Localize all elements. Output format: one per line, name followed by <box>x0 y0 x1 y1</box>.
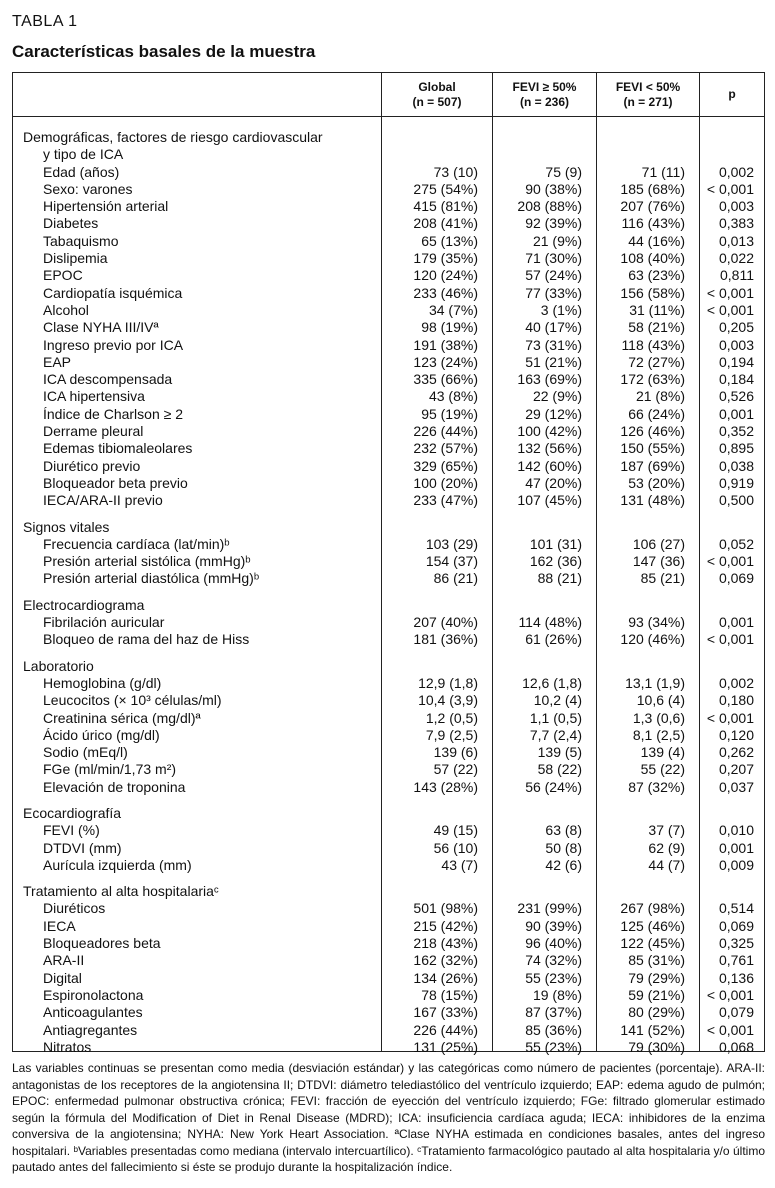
table-cell: < 0,001 <box>706 553 754 570</box>
row-label: Elevación de troponina <box>43 778 186 795</box>
table-cell: 65 (13%) <box>421 232 478 249</box>
table-cell: < 0,001 <box>706 301 754 318</box>
table-cell: 0,022 <box>718 250 754 267</box>
row-label: Fibrilación auricular <box>43 614 165 631</box>
table-cell: 162 (32%) <box>413 952 478 969</box>
table-cell: 0,009 <box>718 856 754 873</box>
table-cell: 122 (45%) <box>620 935 685 952</box>
table-cell: 208 (41%) <box>413 215 478 232</box>
row-label: Antiagregantes <box>43 1021 138 1038</box>
table-cell: 0,068 <box>718 1038 754 1055</box>
header-fevi-ge-label: FEVI ≥ 50% <box>512 79 577 94</box>
table-cell: 0,003 <box>718 336 754 353</box>
table-cell: 77 (33%) <box>525 284 582 301</box>
table-cell: 107 (45%) <box>517 492 582 509</box>
table-cell: 73 (10) <box>433 163 478 180</box>
table-cell: 98 (19%) <box>421 319 478 336</box>
row-label: Presión arterial sistólica (mmHg)ᵇ <box>43 553 251 570</box>
table-cell: 10,6 (4) <box>636 692 685 709</box>
table-cell: 74 (32%) <box>525 952 582 969</box>
header-global-label: Global <box>418 79 456 94</box>
section-gap <box>13 874 381 883</box>
column-variable <box>13 117 381 1055</box>
section-title: Signos vitales <box>23 518 110 535</box>
section-gap <box>13 588 381 597</box>
table-cell: 21 (8%) <box>635 388 685 405</box>
row-label: Diuréticos <box>43 900 106 917</box>
section-gap <box>700 874 764 883</box>
table-cell: 125 (46%) <box>620 917 685 934</box>
table-cell: 63 (8) <box>545 822 582 839</box>
table-cell: 0,184 <box>718 371 754 388</box>
table-cell: 19 (8%) <box>532 986 582 1003</box>
table-cell: 120 (24%) <box>413 267 478 284</box>
table-cell: 181 (36%) <box>413 631 478 648</box>
row-label: ICA descompensada <box>43 371 173 388</box>
table-cell: 154 (37) <box>425 553 478 570</box>
table-cell: 57 (24%) <box>525 267 582 284</box>
table-cell: 139 (5) <box>537 744 582 761</box>
table-cell: 1,1 (0,5) <box>529 709 582 726</box>
table-cell: 34 (7%) <box>428 301 478 318</box>
table-cell: 10,2 (4) <box>533 692 582 709</box>
section-title: Demográficas, factores de riesgo cardiovascular <box>23 129 323 145</box>
row-label: EAP <box>43 353 72 370</box>
table-cell: 58 (22) <box>537 761 582 778</box>
table-cell: 87 (32%) <box>628 778 685 795</box>
table-cell: 31 (11%) <box>629 301 685 318</box>
table-cell: 13,1 (1,9) <box>625 674 685 691</box>
table-cell: 0,052 <box>718 535 754 552</box>
table-cell: 55 (23%) <box>525 1038 582 1055</box>
section-title: Electrocardiograma <box>23 596 145 613</box>
table-cell: 233 (47%) <box>413 492 478 509</box>
section-gap <box>597 796 699 805</box>
table-cell: 40 (17%) <box>525 319 582 336</box>
column-fevi-ge <box>492 117 596 1055</box>
section-title-spacer <box>382 597 492 614</box>
section-title: Laboratorio <box>23 657 94 674</box>
header-global <box>381 73 492 116</box>
row-label: Clase NYHA III/IVª <box>43 319 159 336</box>
table-cell: 55 (23%) <box>525 969 582 986</box>
row-label: FGe (ml/min/1,73 m²) <box>43 761 177 778</box>
table-cell: 226 (44%) <box>413 423 478 440</box>
table-cell: 231 (99%) <box>517 900 582 917</box>
table-cell: 0,205 <box>718 319 754 336</box>
row-label: EPOC <box>43 267 83 284</box>
table-cell: 106 (27) <box>632 535 685 552</box>
table-cell: 172 (63%) <box>620 371 685 388</box>
table-cell: 10,4 (3,9) <box>418 692 478 709</box>
table-cell: 101 (31) <box>529 535 582 552</box>
table-cell: 0,079 <box>718 1004 754 1021</box>
table-cell: < 0,001 <box>706 1021 754 1038</box>
table-label: TABLA 1 <box>12 13 78 30</box>
table-cell: 0,038 <box>718 457 754 474</box>
table-cell: 75 (9) <box>545 163 582 180</box>
header-fevi-lt-label: FEVI < 50% <box>615 79 681 94</box>
row-label: Dislipemia <box>43 250 108 267</box>
row-label: Ácido úrico (mg/dl) <box>43 726 160 743</box>
section-title-spacer <box>493 805 596 822</box>
section-title-spacer <box>700 519 764 536</box>
table-cell: 215 (42%) <box>413 917 478 934</box>
row-label: Frecuencia cardíaca (lat/min)ᵇ <box>43 535 230 552</box>
section-gap <box>493 874 596 883</box>
table-cell: 163 (69%) <box>517 371 582 388</box>
table-cell: 12,9 (1,8) <box>418 674 478 691</box>
row-label: Edad (años) <box>43 163 120 180</box>
row-label: Tabaquismo <box>43 232 119 249</box>
table-cell: 0,383 <box>718 215 754 232</box>
section-title-spacer <box>597 883 699 900</box>
table-cell: 118 (43%) <box>621 336 685 353</box>
section-title: y tipo de ICA <box>43 146 124 163</box>
table-cell: < 0,001 <box>706 709 754 726</box>
table-cell: 100 (20%) <box>413 474 478 491</box>
table-cell: 0,136 <box>718 969 754 986</box>
table-cell: < 0,001 <box>706 284 754 301</box>
row-label: Espironolactona <box>43 986 144 1003</box>
table-cell: 139 (4) <box>640 744 685 761</box>
row-label: Anticoagulantes <box>43 1004 143 1021</box>
table-cell: 61 (26%) <box>525 631 582 648</box>
baseline-table <box>12 72 765 1055</box>
table-cell: 108 (40%) <box>620 250 685 267</box>
section-title-spacer <box>597 658 699 675</box>
section-title: Ecocardiografía <box>23 804 122 821</box>
header-fevi-lt <box>596 73 699 116</box>
row-label: DTDVI (mm) <box>43 839 122 856</box>
table-cell: 90 (38%) <box>525 180 582 197</box>
table-cell: 0,120 <box>718 726 754 743</box>
table-cell: 0,194 <box>718 353 754 370</box>
table-cell: 132 (56%) <box>517 440 582 457</box>
section-title-spacer <box>700 805 764 822</box>
table-cell: 207 (76%) <box>620 198 685 215</box>
table-cell: 100 (42%) <box>517 423 582 440</box>
table-cell: 57 (22) <box>433 761 478 778</box>
table-cell: 7,9 (2,5) <box>425 726 478 743</box>
table-cell: 0,262 <box>718 744 754 761</box>
section-title-spacer <box>597 519 699 536</box>
section-title-spacer <box>382 658 492 675</box>
table-header <box>13 73 764 117</box>
row-label: Diurético previo <box>43 457 141 474</box>
column-p <box>699 117 764 1055</box>
section-gap <box>382 649 492 658</box>
table-cell: 114 (48%) <box>518 614 582 631</box>
row-label: Ingreso previo por ICA <box>43 336 184 353</box>
table-cell: 143 (28%) <box>413 778 478 795</box>
table-cell: 1,3 (0,6) <box>632 709 685 726</box>
table-cell: 47 (20%) <box>525 474 582 491</box>
table-cell: 0,001 <box>718 839 754 856</box>
row-label: Aurícula izquierda (mm) <box>43 856 192 873</box>
table-cell: 85 (36%) <box>525 1021 582 1038</box>
header-p <box>699 73 764 116</box>
section-gap <box>382 510 492 519</box>
table-cell: 0,207 <box>718 761 754 778</box>
table-cell: 0,811 <box>720 267 754 284</box>
table-cell: 120 (46%) <box>620 631 685 648</box>
table-cell: 29 (12%) <box>525 405 582 422</box>
section-title-spacer <box>597 597 699 614</box>
table-cell: 116 (43%) <box>621 215 685 232</box>
row-label: ARA-II <box>43 952 85 969</box>
section-gap <box>382 796 492 805</box>
table-cell: 43 (7) <box>441 856 478 873</box>
row-label: Índice de Charlson ≥ 2 <box>43 405 183 422</box>
section-title-spacer <box>382 883 492 900</box>
header-fevi-lt-n: (n = 271) <box>623 94 673 109</box>
table-cell: 0,002 <box>718 163 754 180</box>
table-title: Características basales de la muestra <box>12 42 316 61</box>
table-cell: 21 (9%) <box>532 232 582 249</box>
table-cell: 42 (6) <box>545 856 582 873</box>
section-gap <box>700 649 764 658</box>
table-cell: 162 (36) <box>529 553 582 570</box>
table-cell: 71 (11) <box>641 163 685 180</box>
row-label: Leucocitos (× 10³ células/ml) <box>43 692 222 709</box>
table-cell: 142 (60%) <box>517 457 582 474</box>
table-cell: 191 (38%) <box>413 336 478 353</box>
table-cell: 147 (36) <box>632 553 685 570</box>
table-cell: 56 (10) <box>433 839 478 856</box>
table-cell: 233 (46%) <box>413 284 478 301</box>
table-cell: 0,037 <box>718 778 754 795</box>
header-fevi-ge-n: (n = 236) <box>519 94 570 109</box>
table-cell: 59 (21%) <box>628 986 685 1003</box>
table-cell: 79 (29%) <box>628 969 685 986</box>
table-cell: 1,2 (0,5) <box>425 709 478 726</box>
table-cell: 207 (40%) <box>413 614 478 631</box>
table-cell: 0,919 <box>718 474 754 491</box>
section-title-spacer <box>382 805 492 822</box>
table-cell: 0,325 <box>718 935 754 952</box>
table-body <box>13 117 764 1055</box>
section-title-spacer <box>493 658 596 675</box>
table-cell: 37 (7) <box>648 822 685 839</box>
table-cell: 73 (31%) <box>525 336 582 353</box>
row-label: ICA hipertensiva <box>43 388 145 405</box>
section-title-spacer <box>493 883 596 900</box>
table-cell: 329 (65%) <box>413 457 478 474</box>
table-cell: 71 (30%) <box>525 250 582 267</box>
section-gap <box>493 588 596 597</box>
section-gap <box>597 588 699 597</box>
table-cell: 141 (52%) <box>620 1021 685 1038</box>
table-cell: 267 (98%) <box>620 900 685 917</box>
table-cell: 275 (54%) <box>413 180 478 197</box>
section-gap <box>700 588 764 597</box>
table-cell: 7,7 (2,4) <box>529 726 582 743</box>
table-cell: 96 (40%) <box>525 935 582 952</box>
header-fevi-ge <box>492 73 596 116</box>
section-title-spacer <box>382 519 492 536</box>
table-cell: 90 (39%) <box>525 917 582 934</box>
table-cell: 131 (48%) <box>620 492 685 509</box>
table-cell: 0,352 <box>718 423 754 440</box>
table-cell: 63 (23%) <box>628 267 685 284</box>
table-cell: 58 (21%) <box>628 319 685 336</box>
table-cell: 86 (21) <box>433 570 478 587</box>
table-cell: 185 (68%) <box>620 180 685 197</box>
section-title-spacer <box>493 519 596 536</box>
table-cell: 0,761 <box>718 952 754 969</box>
table-cell: 415 (81%) <box>413 198 478 215</box>
row-label: Creatinina sérica (mg/dl)ª <box>43 709 201 726</box>
table-cell: 0,002 <box>718 674 754 691</box>
table-cell: 134 (26%) <box>413 969 478 986</box>
table-cell: 53 (20%) <box>628 474 685 491</box>
table-cell: 95 (19%) <box>421 405 478 422</box>
table-cell: 78 (15%) <box>421 986 478 1003</box>
table-cell: 85 (31%) <box>628 952 685 969</box>
table-cell: 179 (35%) <box>413 250 478 267</box>
table-cell: 0,895 <box>718 440 754 457</box>
table-cell: 12,6 (1,8) <box>522 674 582 691</box>
row-label: Bloqueadores beta <box>43 935 161 952</box>
section-gap <box>597 510 699 519</box>
section-gap <box>597 874 699 883</box>
row-label: Presión arterial diastólica (mmHg)ᵇ <box>43 570 260 587</box>
row-label: IECA/ARA-II previo <box>43 492 163 509</box>
table-cell: 44 (7) <box>648 856 685 873</box>
column-global <box>381 117 492 1055</box>
table-cell: 44 (16%) <box>628 232 685 249</box>
table-cell: 3 (1%) <box>540 301 582 318</box>
row-label: Diabetes <box>43 215 99 232</box>
table-cell: 156 (58%) <box>620 284 685 301</box>
row-label: Sexo: varones <box>43 180 133 197</box>
table-cell: 43 (8%) <box>428 388 478 405</box>
table-cell: 123 (24%) <box>413 353 478 370</box>
table-cell: 49 (15) <box>433 822 478 839</box>
table-cell: 87 (37%) <box>525 1004 582 1021</box>
section-gap <box>700 796 764 805</box>
row-label: Bloqueador beta previo <box>43 474 188 491</box>
column-fevi-lt <box>596 117 699 1055</box>
row-label: Alcohol <box>43 301 89 318</box>
header-global-n: (n = 507) <box>412 94 462 109</box>
table-cell: 79 (30%) <box>628 1038 685 1055</box>
section-title-spacer <box>597 805 699 822</box>
row-label: IECA <box>43 917 76 934</box>
table-cell: 167 (33%) <box>413 1004 478 1021</box>
table-cell: 55 (22) <box>640 761 685 778</box>
table-cell: < 0,001 <box>706 631 754 648</box>
section-gap <box>493 510 596 519</box>
table-cell: 0,514 <box>718 900 754 917</box>
section-gap <box>493 649 596 658</box>
table-cell: < 0,001 <box>706 986 754 1003</box>
table-cell: 131 (25%) <box>413 1038 478 1055</box>
table-cell: 187 (69%) <box>620 457 685 474</box>
section-gap <box>13 510 381 519</box>
table-cell: 218 (43%) <box>413 935 478 952</box>
header-variable <box>13 73 381 116</box>
table-cell: 0,003 <box>718 198 754 215</box>
table-cell: 51 (21%) <box>525 353 582 370</box>
section-gap <box>382 588 492 597</box>
table-cell: 85 (21) <box>640 570 685 587</box>
table-cell: 232 (57%) <box>413 440 478 457</box>
header-p-label: p <box>728 87 736 101</box>
table-cell: 0,069 <box>718 570 754 587</box>
table-cell: 56 (24%) <box>525 778 582 795</box>
table-cell: 22 (9%) <box>532 388 582 405</box>
table-cell: 150 (55%) <box>620 440 685 457</box>
row-label: Nitratos <box>43 1038 92 1055</box>
section-gap <box>493 796 596 805</box>
table-cell: 0,526 <box>718 388 754 405</box>
row-label: FEVI (%) <box>43 822 100 839</box>
table-cell: 66 (24%) <box>628 405 685 422</box>
document-page <box>12 10 765 1176</box>
section-gap <box>382 874 492 883</box>
table-cell: 0,500 <box>718 492 754 509</box>
table-cell: 0,010 <box>718 822 754 839</box>
table-cell: 0,013 <box>718 232 754 249</box>
section-title-spacer <box>700 597 764 614</box>
table-cell: 208 (88%) <box>517 198 582 215</box>
row-label: Digital <box>43 969 82 986</box>
row-label: Bloqueo de rama del haz de Hiss <box>43 631 250 648</box>
table-cell: 80 (29%) <box>628 1004 685 1021</box>
row-label: Hemoglobina (g/dl) <box>43 674 162 691</box>
table-cell: < 0,001 <box>706 180 754 197</box>
table-cell: 126 (46%) <box>620 423 685 440</box>
table-cell: 335 (66%) <box>413 371 478 388</box>
table-cell: 93 (34%) <box>628 614 685 631</box>
table-cell: 88 (21) <box>537 570 582 587</box>
section-gap <box>13 649 381 658</box>
table-cell: 501 (98%) <box>413 900 478 917</box>
section-gap <box>13 796 381 805</box>
row-label: Cardiopatía isquémica <box>43 284 183 301</box>
table-cell: 8,1 (2,5) <box>632 726 685 743</box>
row-label: Hipertensión arterial <box>43 198 169 215</box>
table-cell: 0,069 <box>718 917 754 934</box>
table-cell: 0,001 <box>718 614 754 631</box>
table-cell: 103 (29) <box>425 535 478 552</box>
table-cell: 0,180 <box>718 692 754 709</box>
row-label: Edemas tibiomaleolares <box>43 440 193 457</box>
table-footnote: Las variables continuas se presentan como media (desviación estándar) y las categóricas como número de pacientes (porcentaje). ARA-II: antagonistas de los receptores de la angiotensina II; DTDVI: diámetro telediastólico del ventrículo izquierdo; EAP: edema agudo de pulmón; EPOC: enfermedad pulmonar obstructiva crónica; FEVI: fracción de eyección del ventrículo izquierdo; FGe: filtrado glomerular estimado según la fórmula del Modification of Diet in Renal Disease (MDRD); ICA: insuficiencia cardíaca aguda; IECA: inhibidores de la enzima conversiva de la angiotensina; NYHA: New York Heart Association. ªClase NYHA estimada en condiciones basales, antes del ingreso hospitalari. ᵇVariables presentadas como mediana (intervalo intercuartílico). ᶜTratamiento farmacológico pautado al alta hospitalaria y/o último pautado antes del fallecimiento si éste se produjo durante la hospitalización índice. <box>12 1061 765 1174</box>
table-cell: 72 (27%) <box>628 353 685 370</box>
table-cell: 139 (6) <box>433 744 478 761</box>
row-label: Derrame pleural <box>43 423 144 440</box>
section-title: Tratamiento al alta hospitalariaᶜ <box>23 883 219 900</box>
section-title-spacer <box>700 658 764 675</box>
row-label: Sodio (mEq/l) <box>43 744 128 761</box>
section-gap <box>597 649 699 658</box>
table-cell: 226 (44%) <box>413 1021 478 1038</box>
section-title-spacer <box>493 597 596 614</box>
section-title-spacer <box>700 883 764 900</box>
table-cell: 92 (39%) <box>525 215 582 232</box>
section-gap <box>700 510 764 519</box>
table-cell: 0,001 <box>718 405 754 422</box>
table-cell: 50 (8) <box>545 839 582 856</box>
table-cell: 62 (9) <box>648 839 685 856</box>
